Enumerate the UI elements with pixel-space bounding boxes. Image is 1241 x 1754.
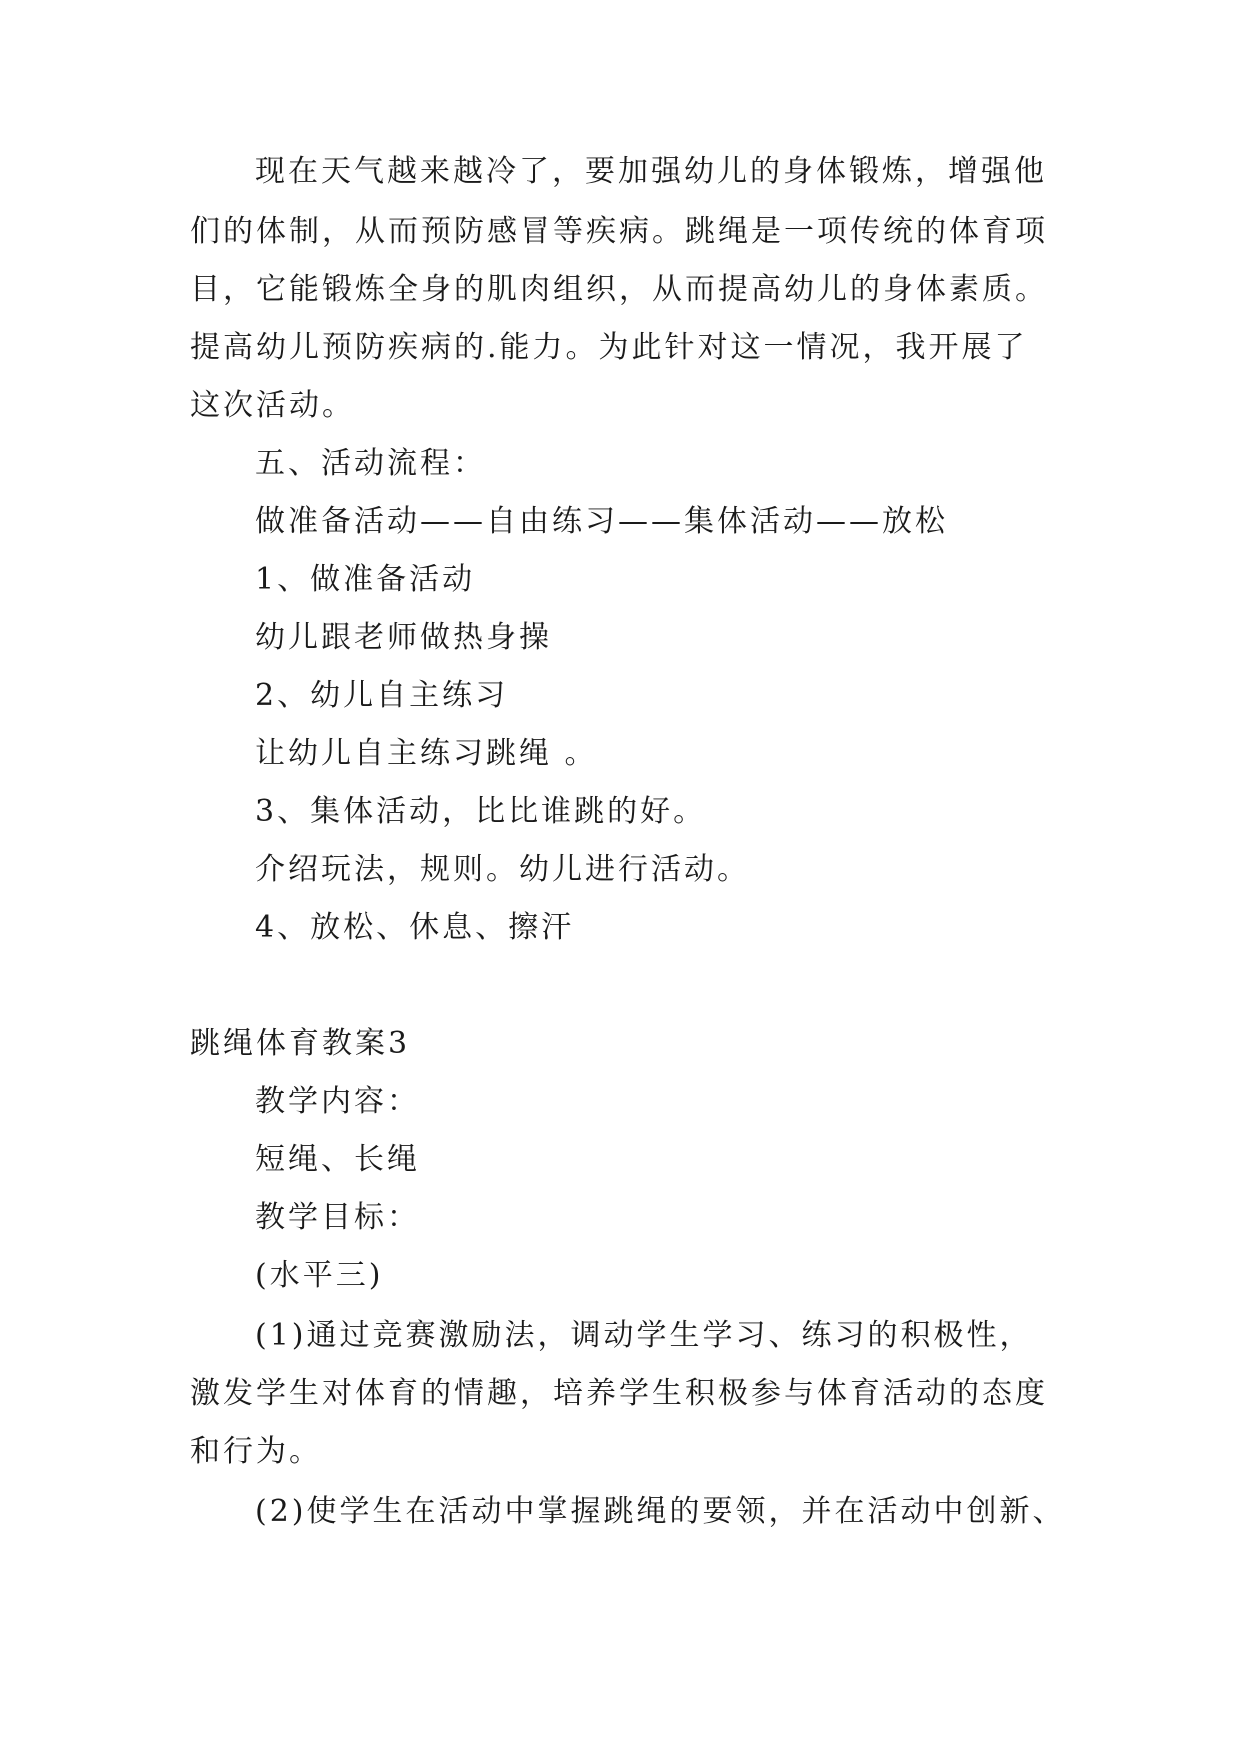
flow-summary: 做准备活动——自由练习——集体活动——放松: [255, 504, 948, 539]
step1-title: 1、做准备活动: [255, 562, 476, 597]
goal1-line-1: (1)通过竞赛激励法，调动学生学习、练习的积极性，: [255, 1318, 1033, 1353]
intro-line-1: 现在天气越来越冷了，要加强幼儿的身体锻炼，增强他: [255, 154, 1047, 189]
lesson3-title: 跳绳体育教案3: [190, 1026, 411, 1061]
level-label: (水平三): [255, 1258, 384, 1293]
intro-line-2: 们的体制，从而预防感冒等疾病。跳绳是一项传统的体育项: [190, 214, 1048, 249]
goal1-line-2: 激发学生对体育的情趣，培养学生积极参与体育活动的态度: [190, 1376, 1048, 1411]
step3-title: 3、集体活动，比比谁跳的好。: [255, 794, 707, 829]
goal2-line-1: (2)使学生在活动中掌握跳绳的要领，并在活动中创新、: [255, 1494, 1066, 1529]
step2-text: 让幼儿自主练习跳绳 。: [255, 736, 598, 771]
intro-line-4: 提高幼儿预防疾病的.能力。为此针对这一情况，我开展了: [190, 330, 1028, 365]
goal1-line-3: 和行为。: [190, 1434, 322, 1469]
content-value: 短绳、长绳: [255, 1142, 420, 1177]
step4-title: 4、放松、休息、擦汗: [255, 910, 575, 945]
step2-title: 2、幼儿自主练习: [255, 678, 509, 713]
step1-text: 幼儿跟老师做热身操: [255, 620, 552, 655]
intro-line-5: 这次活动。: [190, 388, 355, 423]
step3-text: 介绍玩法，规则。幼儿进行活动。: [255, 852, 750, 887]
intro-line-3: 目，它能锻炼全身的肌肉组织，从而提高幼儿的身体素质。: [190, 272, 1048, 307]
content-label: 教学内容：: [255, 1084, 420, 1119]
goals-label: 教学目标：: [255, 1200, 420, 1235]
section-five-heading: 五、活动流程：: [255, 446, 486, 481]
